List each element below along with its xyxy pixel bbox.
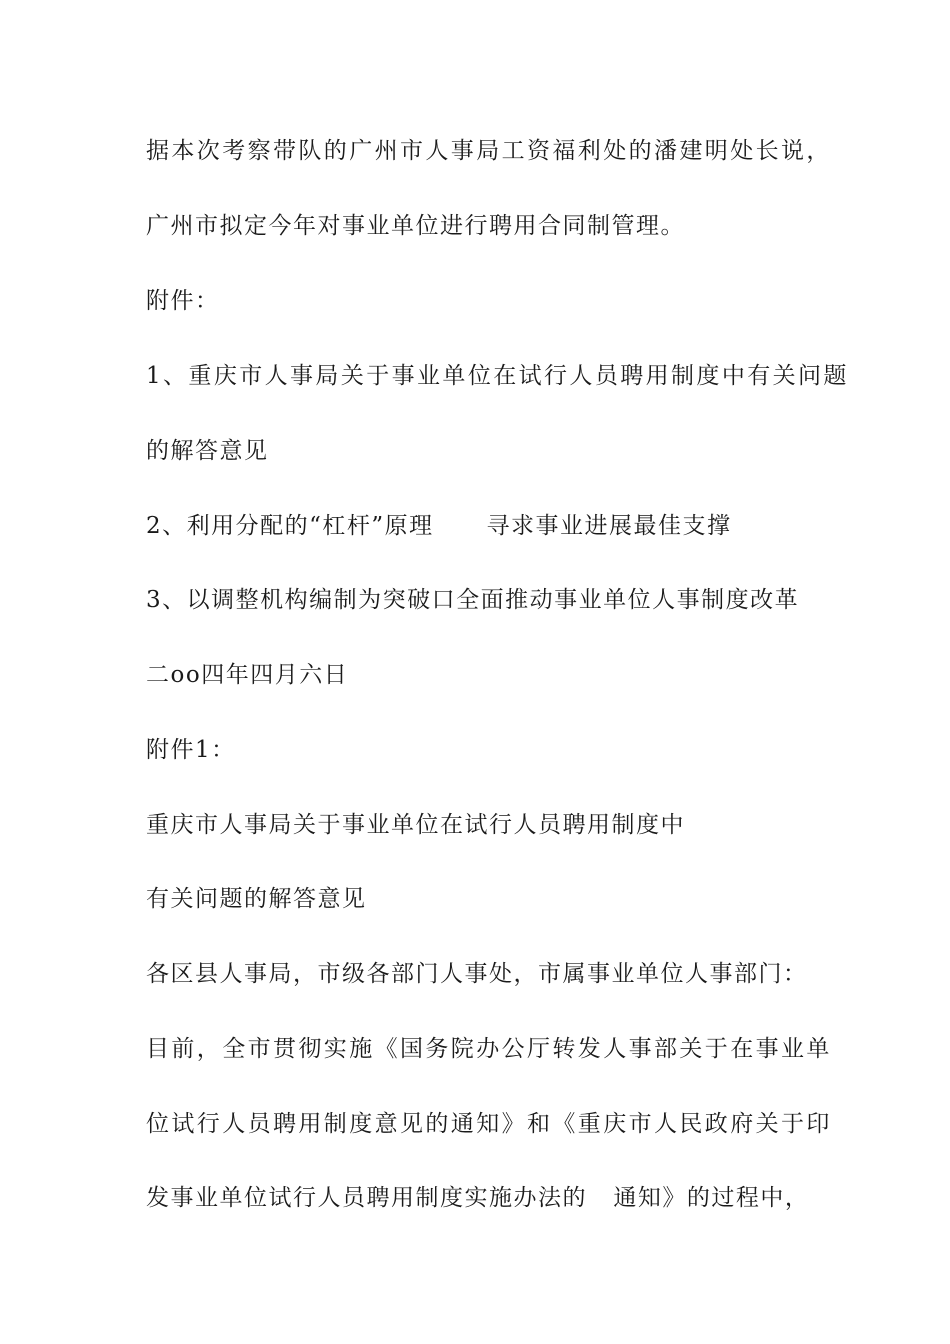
attachment-item-3: 3、以调整机构编制为突破口全面推动事业单位人事制度改革 — [146, 587, 800, 613]
attachment-item-1-continued: 的解答意见 — [146, 438, 269, 464]
attachment-1-label: 附件1： — [146, 737, 236, 763]
document-date: 二oo四年四月六日 — [146, 662, 349, 688]
attachment-item-1: 1、重庆市人事局关于事业单位在试行人员聘用制度中有关问题 — [146, 363, 849, 389]
attachment-1-title: 重庆市人事局关于事业单位在试行人员聘用制度中 — [146, 812, 685, 838]
salutation-line: 各区县人事局，市级各部门人事处，市属事业单位人事部门： — [146, 961, 808, 987]
attachment-1-title-continued: 有关问题的解答意见 — [146, 886, 367, 912]
attachments-heading: 附件： — [146, 288, 220, 314]
paragraph-line: 广州市拟定今年对事业单位进行聘用合同制管理。 — [146, 213, 685, 239]
attachment-item-2: 2、利用分配的“杠杆”原理 寻求事业进展最佳支撑 — [146, 513, 732, 539]
body-paragraph-line: 目前，全市贯彻实施《国务院办公厅转发人事部关于在事业单 — [146, 1036, 832, 1062]
body-paragraph-line: 发事业单位试行人员聘用制度实施办法的 通知》的过程中， — [146, 1185, 810, 1211]
paragraph-line: 据本次考察带队的广州市人事局工资福利处的潘建明处长说， — [146, 138, 832, 164]
body-paragraph-line: 位试行人员聘用制度意见的通知》和《重庆市人民政府关于印 — [146, 1111, 832, 1137]
